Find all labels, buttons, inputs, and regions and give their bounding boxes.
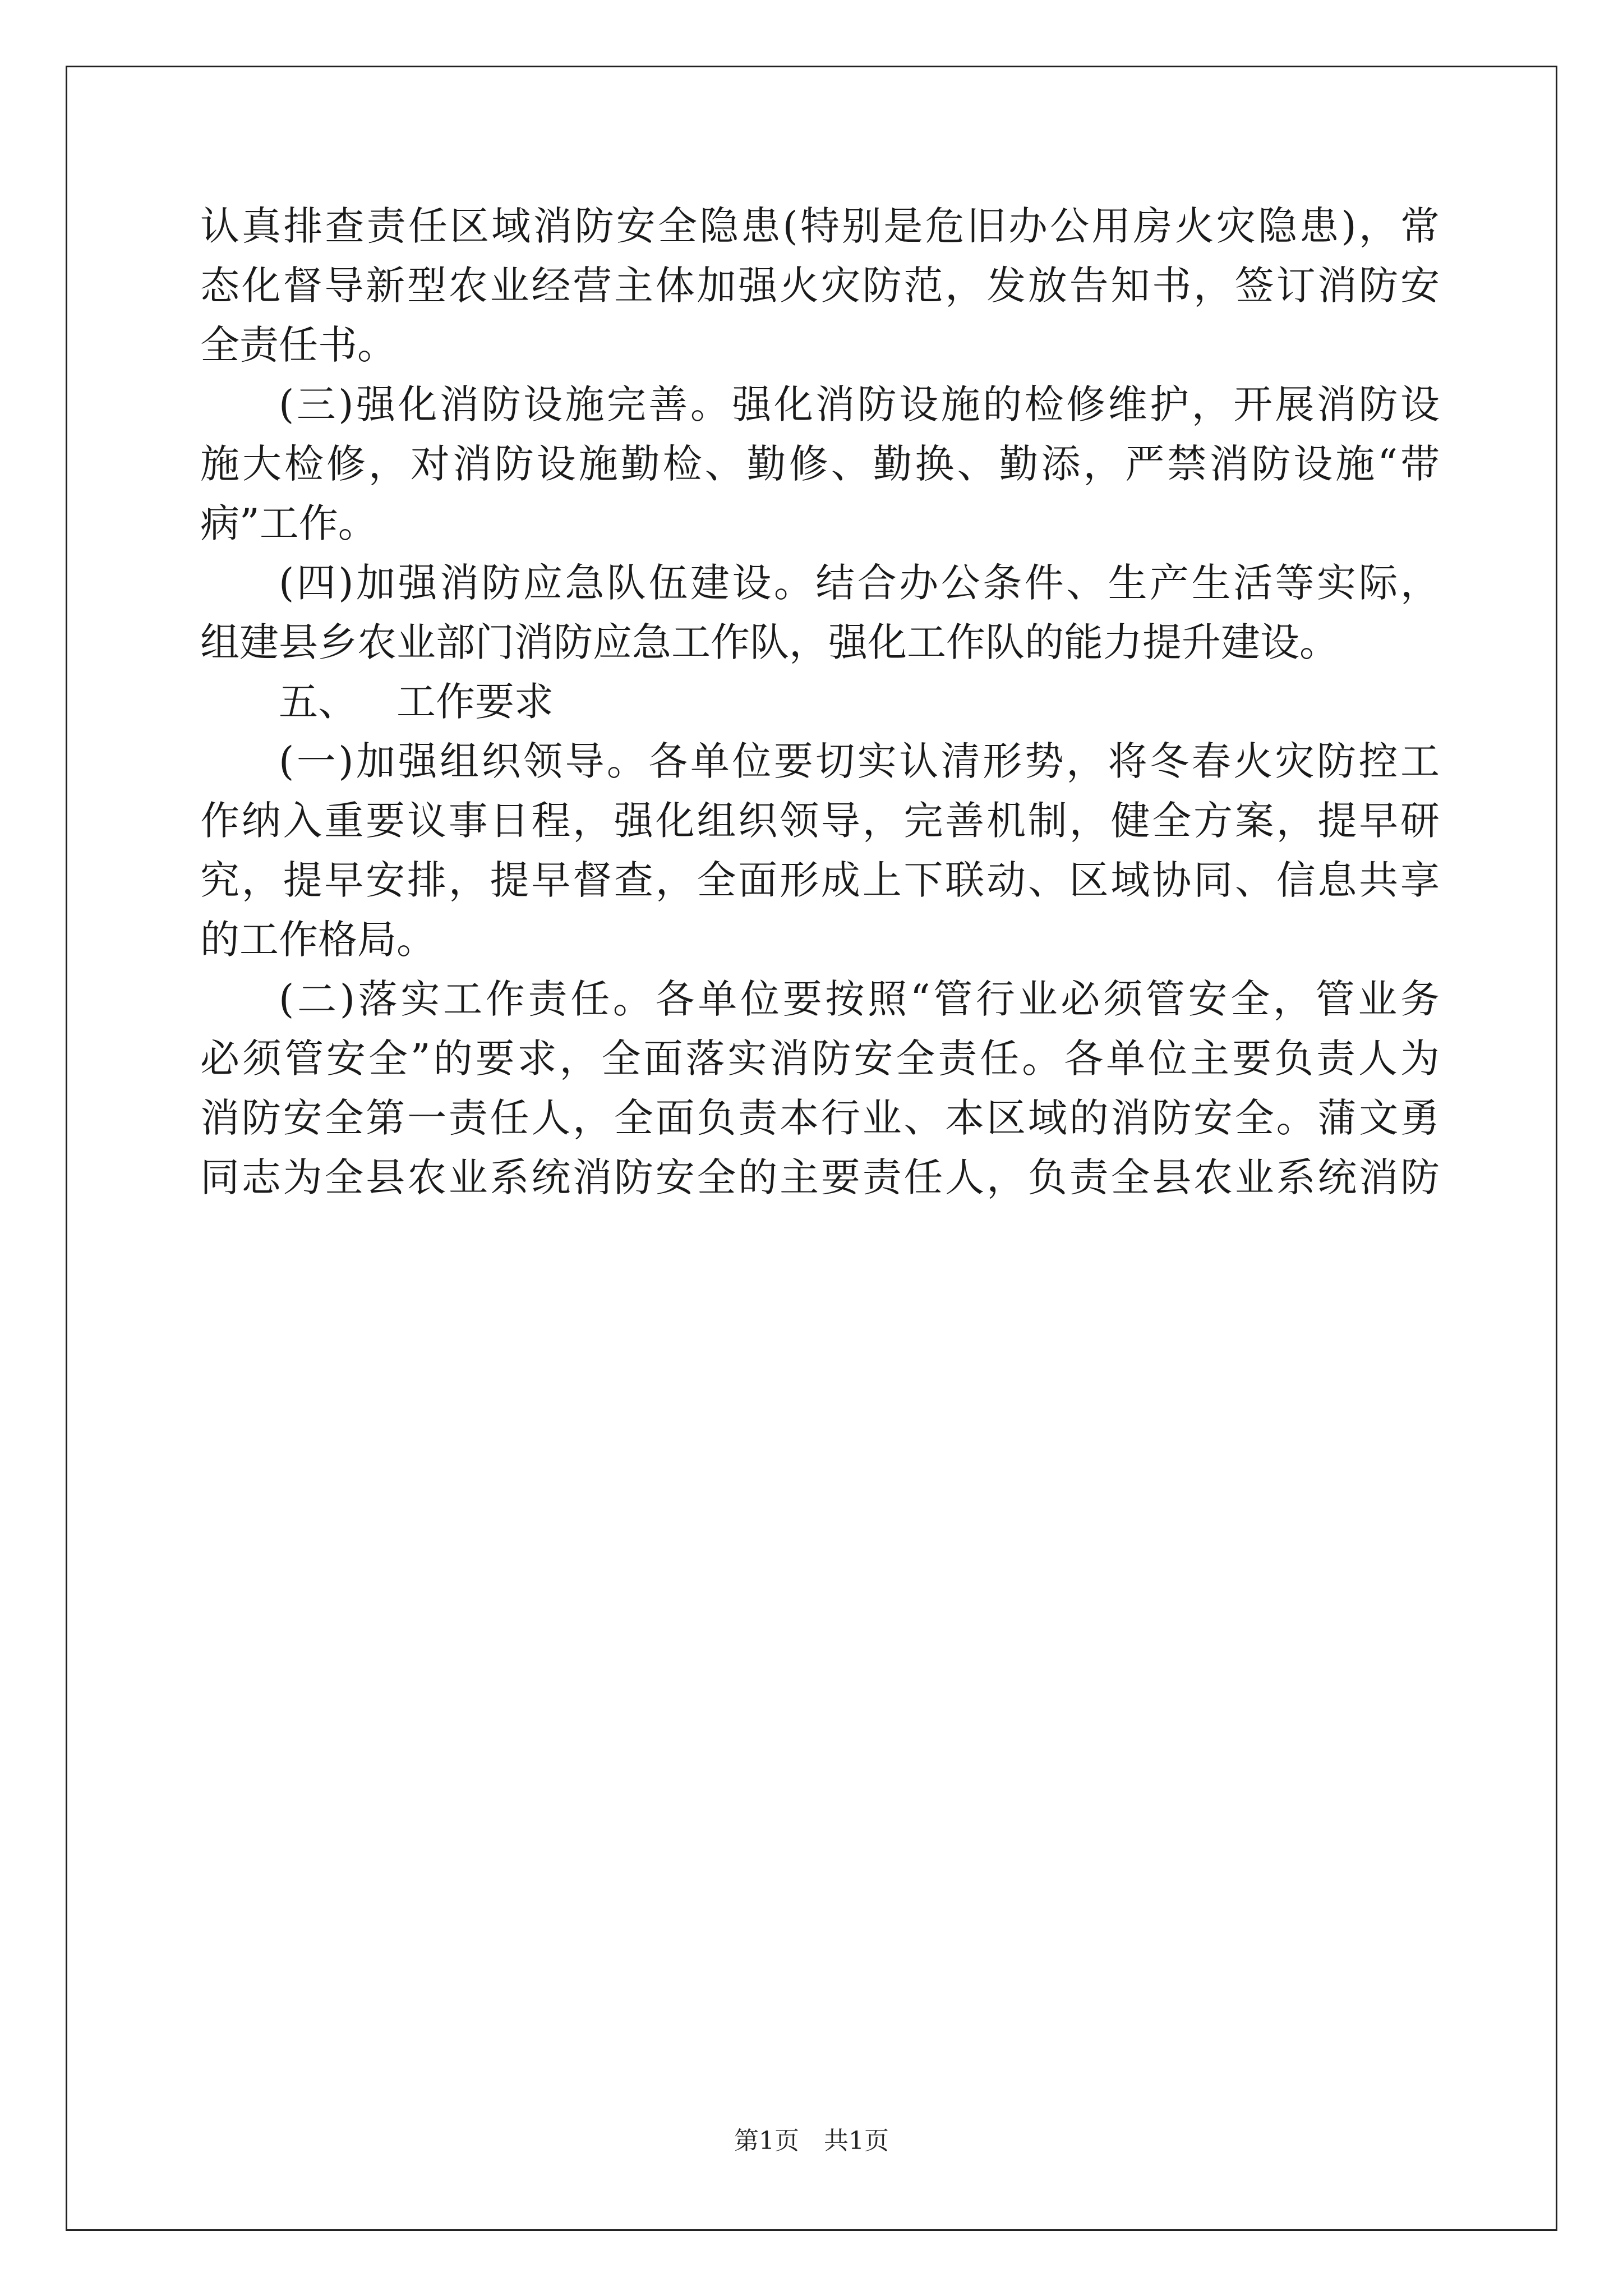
body-line: 消防安全第一责任人，全面负责本行业、本区域的消防安全。蒲文勇 (200, 1095, 1440, 1141)
body-line: 的工作格局。 (200, 917, 436, 963)
page-number-footer: 第1页 共1页 (734, 2127, 889, 2155)
section-title: 工作要求 (396, 679, 554, 725)
body-line: (一)加强组织领导。各单位要切实认清形势，将冬春火灾防控工 (279, 738, 1440, 784)
body-line: 组建县乡农业部门消防应急工作队，强化工作队的能力提升建设。 (200, 619, 1339, 665)
body-line: (二)落实工作责任。各单位要按照“管行业必须管安全，管业务 (279, 976, 1440, 1022)
body-line: 作纳入重要议事日程，强化组织领导，完善机制，健全方案，提早研 (200, 798, 1440, 844)
document-body (200, 196, 1440, 1207)
body-line: 究，提早安排，提早督查，全面形成上下联动、区域协同、信息共享 (200, 857, 1440, 903)
body-line: 施大检修，对消防设施勤检、勤修、勤换、勤添，严禁消防设施“带 (200, 441, 1440, 487)
body-line: (三)强化消防设施完善。强化消防设施的检修维护，开展消防设 (279, 381, 1440, 427)
body-line: 病”工作。 (200, 500, 377, 546)
section-number: 五、 (279, 679, 357, 725)
body-line: 认真排查责任区域消防安全隐患(特别是危旧办公用房火灾隐患)，常 (200, 203, 1440, 249)
body-line: 同志为全县农业系统消防安全的主要责任人，负责全县农业系统消防 (200, 1154, 1440, 1200)
body-line: 态化督导新型农业经营主体加强火灾防范，发放告知书，签订消防安 (200, 263, 1440, 309)
body-line: (四)加强消防应急队伍建设。结合办公条件、生产生活等实际， (279, 560, 1440, 606)
body-line: 全责任书。 (200, 322, 396, 368)
body-line: 必须管安全”的要求，全面落实消防安全责任。各单位主要负责人为 (200, 1036, 1440, 1082)
section-heading (200, 672, 1440, 731)
